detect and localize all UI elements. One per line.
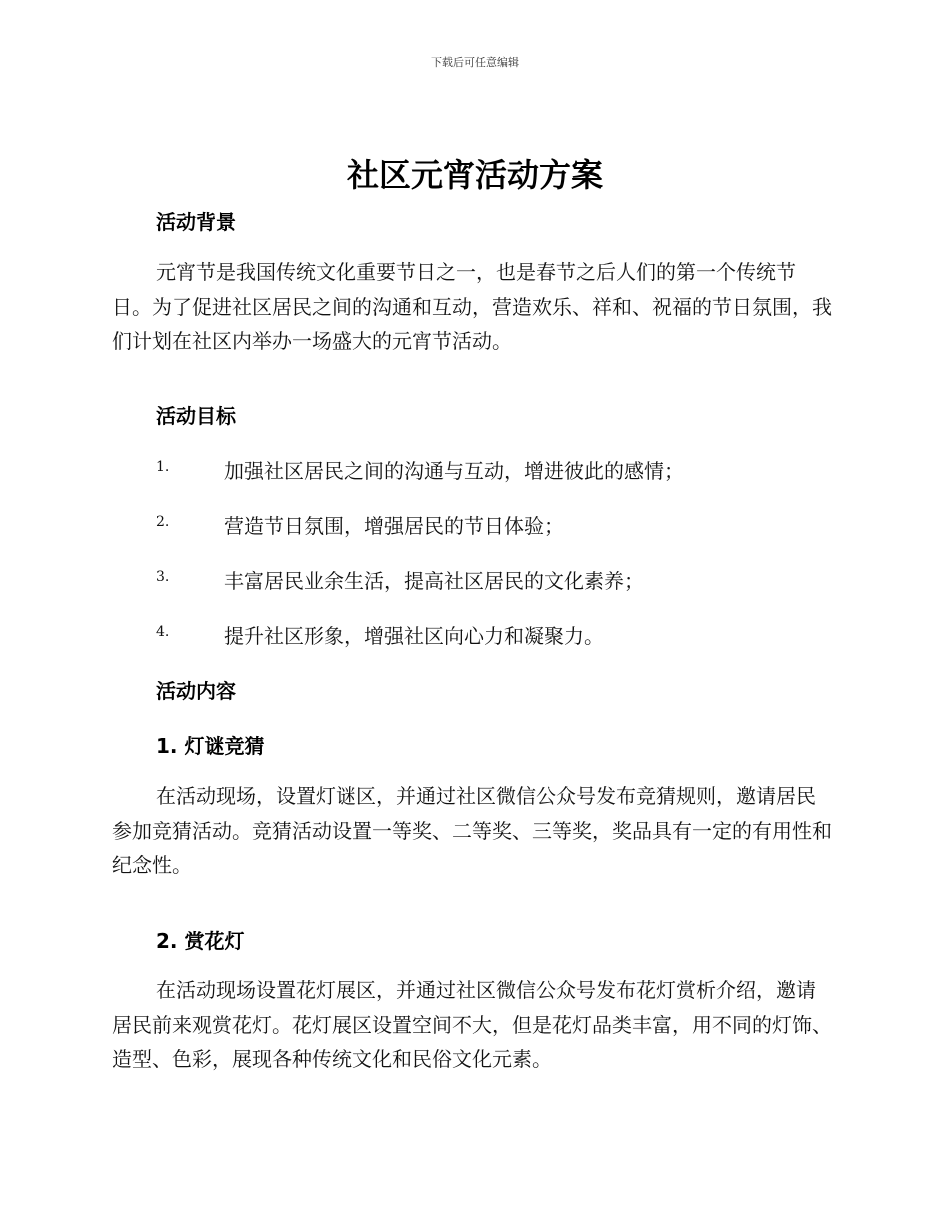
list-item-text: 提升社区形象，增强社区向心力和凝聚力。 bbox=[224, 624, 604, 648]
list-item-text: 加强社区居民之间的沟通与互动，增进彼此的感情； bbox=[224, 459, 684, 483]
paragraph-lantern-viewing: 在活动现场设置花灯展区，并通过社区微信公众号发布花灯赏析介绍，邀请居民前来观赏花灯。花灯展区设置空间不大，但是花灯品类丰富，用不同的灯饰、造型、色彩，展现各种传统文化和民俗文化元素。 bbox=[112, 978, 832, 1071]
list-item-number: 3. bbox=[156, 569, 170, 585]
subsection-heading-lantern-viewing: 2. 赏花灯 bbox=[156, 929, 245, 953]
list-item-text: 营造节日氛围，增强居民的节日体验； bbox=[224, 514, 564, 538]
list-item-number: 2. bbox=[156, 514, 170, 530]
section-heading-content: 活动内容 bbox=[156, 679, 236, 703]
page-header: 下载后可任意编辑 bbox=[431, 56, 519, 69]
list-item-text: 丰富居民业余生活，提高社区居民的文化素养； bbox=[224, 569, 644, 593]
document-title: 社区元宵活动方案 bbox=[346, 156, 603, 194]
paragraph-background: 元宵节是我国传统文化重要节日之一，也是春节之后人们的第一个传统节日。为了促进社区居民之间的沟通和互动，营造欢乐、祥和、祝福的节日氛围，我们计划在社区内举办一场盛大的元宵节活动。 bbox=[112, 260, 832, 353]
subsection-heading-lantern-riddles: 1. 灯谜竞猜 bbox=[156, 734, 265, 758]
section-heading-background: 活动背景 bbox=[156, 210, 236, 234]
paragraph-lantern-riddles: 在活动现场，设置灯谜区，并通过社区微信公众号发布竞猜规则，邀请居民参加竞猜活动。竞猜活动设置一等奖、二等奖、三等奖，奖品具有一定的有用性和纪念性。 bbox=[112, 784, 832, 877]
list-item-number: 1. bbox=[156, 459, 170, 475]
section-heading-goals: 活动目标 bbox=[156, 404, 236, 428]
list-item-number: 4. bbox=[156, 624, 170, 640]
